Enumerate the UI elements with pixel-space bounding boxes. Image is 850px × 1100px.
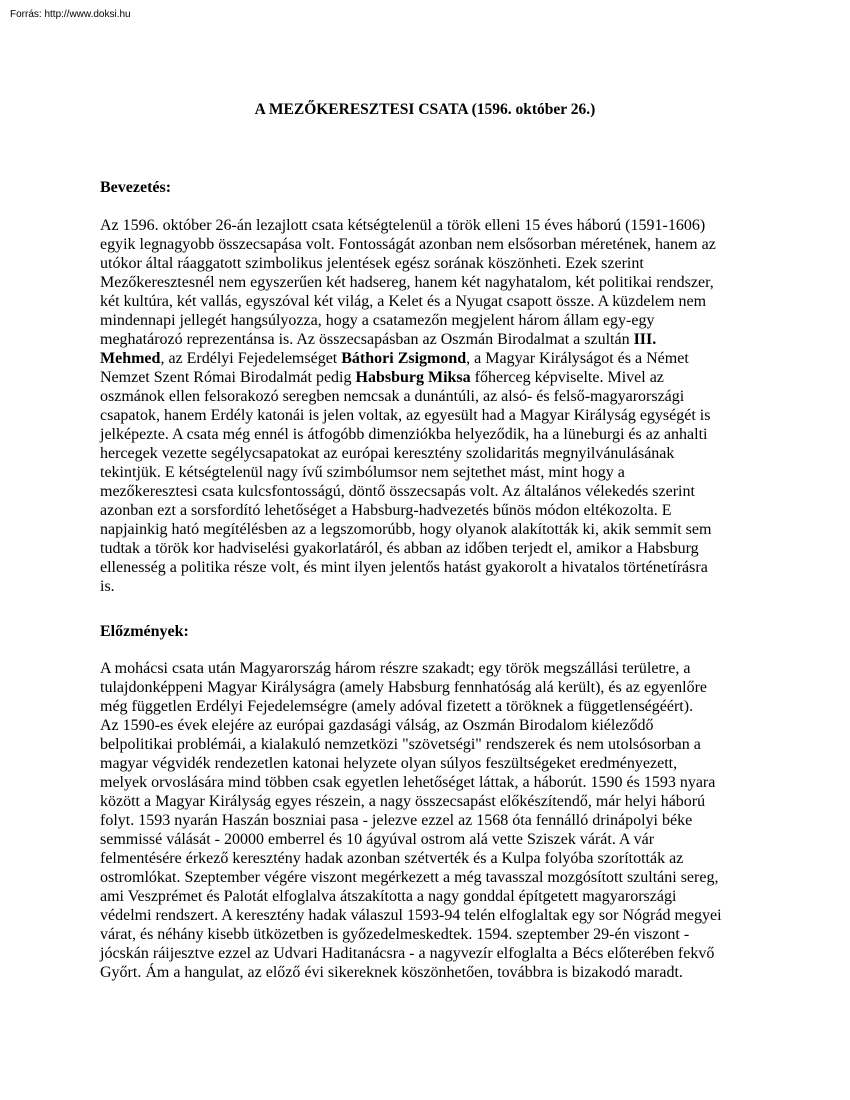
text-line: mindennapi jellegét hangsúlyozza, hogy a csatamezőn megjelent három állam egy-egy [100,312,655,329]
section-heading-intro: Bevezetés: [100,179,172,196]
source-note: Forrás: http://www.doksi.hu [10,9,131,20]
text-line [100,368,780,387]
text-line: ami Veszprémet és Palotát elfoglalva átszakította a nagy gonddal építgetett magyarországi [100,888,677,905]
text-line: mezőkeresztesi csata kulcsfontosságú, döntő összecsapás volt. Az általános vélekedés szerint [100,483,695,500]
text-line [100,349,780,368]
emphasis-habsburg: Habsburg Miksa [355,369,471,386]
text-line: jelképezte. A csata még ennél is átfogóbb dimenziókba helyeződik, ha a lüneburgi és az anhalti [100,426,708,443]
text-line: jócskán ráijesztve ezzel az Udvari Haditanácsra - a nagyvezír elfoglalta a Bécs előterében fekvő [100,945,715,962]
text-run: , a Magyar Királyságot és a Német [466,350,689,367]
text-run: főherceg képviselte. Mivel az [470,369,664,386]
section-heading-background: Előzmények: [100,623,189,640]
text-line [100,330,780,349]
text-line: azonban ezt a sorsfordító lehetőséget a Habsburg-hadvezetés bűnös módon eltékozolta. E [100,502,672,519]
text-line: Győrt. Ám a hangulat, az előző évi sikereknek köszönhetően, továbbra is bizakodó maradt. [100,964,683,981]
text-line: között a Magyar Királyság egyes részein, a nagy összecsapást előkészítendő, már helyi háború [100,793,706,810]
text-run: meghatározó reprezentánsa is. Az összecsapásban az Oszmán Birodalmat a szultán [100,331,630,348]
document-title: A MEZŐKERESZTESI CSATA (1596. október 26.) [254,101,596,118]
text-line: még független Erdélyi Fejedelemségre (amely adóval fizetett a töröknek a függetlenségéért). [100,698,694,715]
text-line: is. [100,578,115,595]
text-run: , az Erdélyi Fejedelemséget [160,350,342,367]
paragraph-background [100,659,780,982]
paragraph-intro [100,216,780,596]
text-line: várat, és néhány kisebb ütközetben is győzedelmeskedtek. 1594. szeptember 29-én viszont - [100,926,690,943]
text-line: magyar végvidék rendezetlen katonai helyzete olyan súlyos feszültségeket eredményezett, [100,755,678,772]
text-line: A mohácsi csata után Magyarország három részre szakadt; egy török megszállási területre, a [100,660,691,677]
text-line: Az 1596. október 26-án lezajlott csata kétségtelenül a török elleni 15 éves háború (1591-1606) [100,217,706,234]
text-line: melyek orvoslására mind többen csak egyetlen lehetőséget láttak, a háborút. 1590 és 1593 nyara [100,774,716,791]
text-line: semmissé válását - 20000 emberrel és 10 ágyúval ostrom alá vette Sziszek várát. A vár [100,831,655,848]
text-line: csapatok, hanem Erdély katonái is jelen voltak, az egyesült had a Magyar Királyság egységét is [100,407,711,424]
emphasis-sultan-numeral: III. [633,331,657,348]
text-line: folyt. 1593 nyarán Haszán boszniai pasa - jelezve ezzel az 1568 óta fennálló drinápolyi béke [100,812,693,829]
emphasis-bathori: Báthori Zsigmond [341,350,467,367]
text-run: Nemzet Szent Római Birodalmát pedig [100,369,356,386]
text-line: napjainkig ható megítélésben az a legszomorúbb, hogy olyanok alakították ki, akik semmit sem [100,521,712,538]
text-line: tulajdonképpeni Magyar Királyságra (amely Habsburg fennhatóság alá került), és az egyenlőre [100,679,708,696]
text-line: tekintjük. E kétségtelenül nagy ívű szimbólumsor nem sejtethet mást, mint hogy a [100,464,625,481]
text-line: egyik legnagyobb összecsapása volt. Fontosságát azonban nem elsősorban méretének, hanem az [100,236,716,253]
text-line: felmentésére érkező keresztény hadak azonban szétverték és a Kulpa folyóba szorították az [100,850,684,867]
text-line: Az 1590-es évek elejére az európai gazdasági válság, az Oszmán Birodalom kiéleződő [100,717,654,734]
text-line: két kultúra, két vallás, egyszóval két világ, a Kelet és a Nyugat csapott össze. A küzdelem nem [100,293,707,310]
emphasis-mehmed: Mehmed [100,350,161,367]
text-line: tudtak a török kor hadviselési gyakorlatáról, és abban az időben terjedt el, amikor a Habsburg [100,540,699,557]
text-line: oszmánok ellen felsorakozó seregben nemcsak a dunántúli, az alsó- és felső-magyarországi [100,388,685,405]
text-line: utókor által ráaggatott szimbolikus jelentések egész sorának köszönheti. Ezek szerint [100,255,644,272]
text-line: Mezőkeresztesnél nem egyszerűen két hadsereg, hanem két nagyhatalom, két politikai rendszer, [100,274,714,291]
text-line: védelmi rendszert. A keresztény hadak válaszul 1593-94 telén elfoglaltak egy sor Nógrád megyei [100,907,722,924]
text-line: belpolitikai problémái, a kialakuló nemzetközi "szövetségi" rendszerek és nem utolsósorban a [100,736,701,753]
text-line: ellenesség a politika része volt, és mint ilyen jelentős hatást gyakorolt a hivatalos történetírásra [100,559,708,576]
text-line: hercegek vezette segélycsapatokat az európai keresztény szolidaritás megnyilvánulásának [100,445,675,462]
text-line: ostromlókat. Szeptember végére viszont megérkezett a még tavasszal mozgósított szultáni sereg, [100,869,719,886]
